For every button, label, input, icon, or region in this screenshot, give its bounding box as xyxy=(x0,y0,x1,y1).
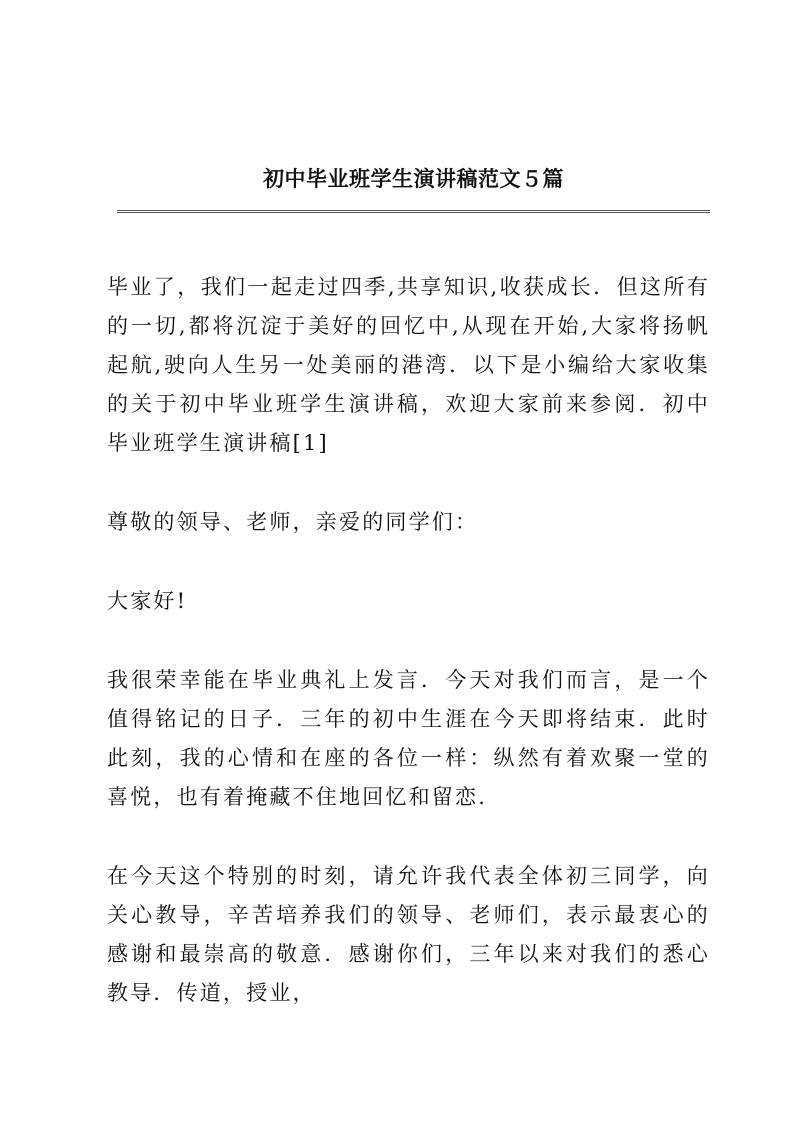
paragraph-thanks: 在今天这个特别的时刻，请允许我代表全体初三同学，向关心教导，辛苦培养我们的领导、老师们，表示最衷心的感谢和最崇高的敬意．感谢你们，三年以来对我们的悉心教导．传道，授业， xyxy=(107,864,710,1005)
paragraph-salutation: 尊敬的领导、老师，亲爱的同学们： xyxy=(107,510,479,534)
paragraph-honor: 我很荣幸能在毕业典礼上发言．今天对我们而言，是一个值得铭记的日子．三年的初中生涯在今天即将结束．此时此刻，我的心情和在座的各位一样：纵然有着欢聚一堂的喜悦，也有着掩藏不住地回忆和留恋. xyxy=(107,668,710,809)
title-divider xyxy=(117,210,710,213)
paragraph-greeting: 大家好! xyxy=(107,589,188,613)
paragraph-intro: 毕业了，我们一起走过四季,共享知识,收获成长．但这所有的一切,都将沉淀于美好的回忆中,从现在开始,大家将扬帆起航,驶向人生另一处美丽的港湾．以下是小编给大家收集的关于初中毕业班学生演讲稿，欢迎大家前来参阅．初中毕业班学生演讲稿[1] xyxy=(107,275,710,455)
document-title: 初中毕业班学生演讲稿范文５篇 xyxy=(263,166,564,191)
document-body xyxy=(107,268,710,1053)
